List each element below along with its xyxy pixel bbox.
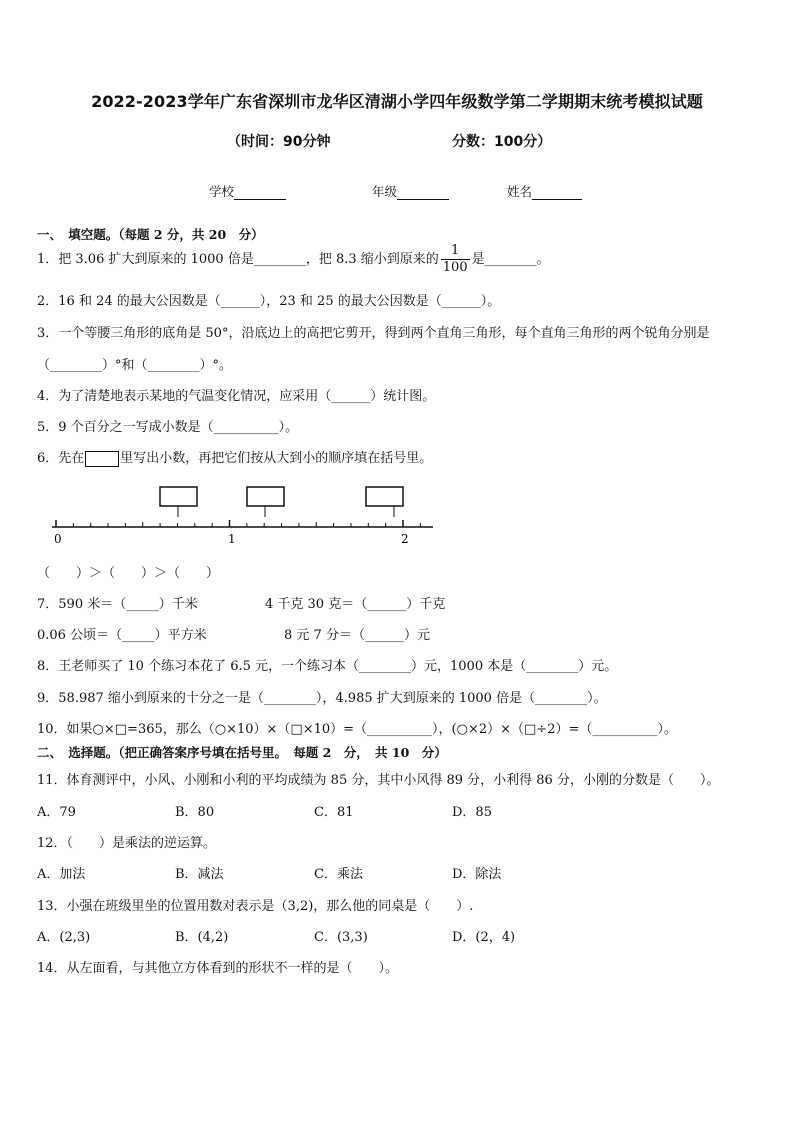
q1-text-a: 1．把 3.06 扩大到原来的 1000 倍是________，把 8.3 缩小到原来的	[37, 252, 439, 267]
axis-ticks	[56, 520, 420, 527]
q13-option-c: C．(3,3)	[314, 930, 368, 945]
q12-option-b: B．减法	[175, 867, 224, 882]
answer-box-2	[247, 487, 284, 517]
grade-label: 年级	[372, 184, 398, 199]
school-label: 学校	[209, 184, 235, 199]
question-9: 9．58.987 缩小到原来的十分之一是（________），4.985 扩大到原来的 1000 倍是（________）。	[37, 691, 607, 706]
q6-text-b: 里写出小数，再把它们按从大到小的顺序填在括号里。	[120, 451, 433, 466]
q11-option-d: D．85	[452, 805, 492, 820]
question-7a: 7．590 米＝（_____）千米	[37, 597, 198, 612]
question-10: 10．如果○×□=365，那么（○×10）×（□×10）=（__________），(○×2）×（□÷2）=（__________）。	[37, 722, 677, 737]
answer-box-1	[160, 487, 197, 517]
fraction-denominator: 100	[442, 260, 468, 275]
q13-option-d: D．(2，4)	[452, 930, 516, 945]
exam-time: （时间：90分钟	[227, 134, 331, 150]
grade-blank	[397, 186, 449, 200]
label-1: 1	[228, 532, 236, 546]
q11-option-c: C．81	[314, 805, 354, 820]
q13-option-a: A．(2,3)	[37, 930, 91, 945]
school-blank	[234, 186, 286, 200]
label-0: 0	[54, 532, 62, 546]
q11-option-a: A．79	[37, 805, 76, 820]
question-3-line1: 3．一个等腰三角形的底角是 50°，沿底边上的高把它剪开，得到两个直角三角形，每个直角三角形的两个锐角分别是	[37, 326, 710, 341]
fraction-numerator: 1	[441, 243, 470, 260]
q6-text-a: 6．先在	[37, 451, 85, 466]
name-blank	[532, 186, 582, 200]
number-line	[48, 480, 448, 550]
question-11: 11．体育测评中，小风、小刚和小利的平均成绩为 85 分，其中小风得 89 分，小利得 86 分，小刚的分数是（ ）。	[37, 773, 720, 788]
question-7c: 0.06 公顷＝（_____）平方米	[37, 628, 207, 643]
question-3-line2: （________）°和（________）°。	[37, 358, 233, 373]
exam-score: 分数：100分）	[452, 134, 552, 150]
question-8: 8．王老师买了 10 个练习本花了 6.5 元，一个练习本（________）元，1000 本是（________）元。	[37, 659, 618, 674]
question-14: 14．从左面看，与其他立方体看到的形状不一样的是（ ）。	[37, 961, 399, 976]
question-12: 12．（ ）是乘法的逆运算。	[37, 836, 217, 851]
answer-box-3	[366, 487, 403, 517]
question-6-order: （ ）＞（ ）＞（ ）	[37, 566, 220, 581]
exam-title: 2022-2023学年广东省深圳市龙华区清湖小学四年级数学第二学期期末统考模拟试题	[91, 92, 703, 111]
question-1	[37, 243, 550, 276]
question-4: 4．为了清楚地表示某地的气温变化情况，应采用（______）统计图。	[37, 389, 436, 404]
name-field	[507, 182, 582, 200]
question-13: 13．小强在班级里坐的位置用数对表示是（3,2)，那么他的同桌是（ ）.	[37, 899, 474, 914]
section2-heading: 二、 选择题。（把正确答案序号填在括号里。 每题 2 分， 共 10 分）	[37, 745, 447, 760]
grade-field	[372, 182, 449, 200]
q12-option-c: C．乘法	[314, 867, 363, 882]
q1-text-b: 是________。	[471, 252, 550, 267]
question-7b: 4 千克 30 克＝（______）千克	[265, 597, 446, 612]
answer-box-icon	[85, 451, 119, 467]
fraction	[441, 243, 470, 276]
question-5: 5．9 个百分之一写成小数是（__________）。	[37, 420, 299, 435]
q12-option-d: D．除法	[452, 867, 502, 882]
q12-option-a: A．加法	[37, 867, 86, 882]
section1-heading: 一、 填空题。（每题 2 分，共 20 分）	[37, 227, 264, 242]
question-6	[37, 447, 432, 467]
school-field	[209, 182, 286, 200]
question-7d: 8 元 7 分＝（______）元	[284, 628, 430, 643]
q11-option-b: B．80	[175, 805, 215, 820]
name-label: 姓名	[507, 184, 533, 199]
question-2: 2．16 和 24 的最大公因数是（______），23 和 25 的最大公因数是（______）。	[37, 294, 501, 309]
label-2: 2	[401, 532, 409, 546]
q13-option-b: B．(4,2)	[175, 930, 229, 945]
